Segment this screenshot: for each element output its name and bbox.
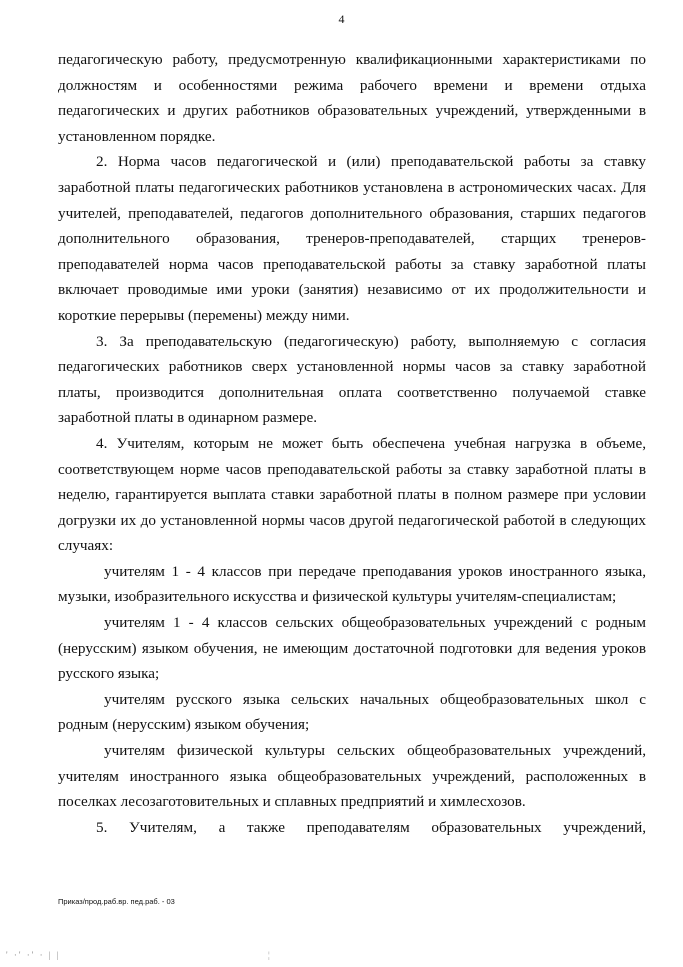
paragraph-continuation: педагогическую работу, предусмотренную квалификационными характеристиками по должностям и особенностями режима рабочего времени и времени отдыха педагогических и других работников образовательных учреждений, утвержденными в установленном порядке. <box>58 51 646 145</box>
footer-document-code: Приказ/прод.раб.вр. пед.раб. - 03 <box>58 897 175 906</box>
paragraph-item-4: 4. Учителям, которым не может быть обеспечена учебная нагрузка в объеме, соответствующем норме часов преподавательской работы за ставку заработной платы в неделю, гарантируется выплата ставки заработной платы в полном размере при условии догрузки их до установленной нормы часов другой педагогической работой в следующих случаях: <box>58 434 646 555</box>
list-item-russian-language: учителям русского языка сельских начальных общеобразовательных школ с родным (нерусским) языком обучения; <box>58 690 646 734</box>
paragraph-item-3: 3. За преподавательскую (педагогическую) работу, выполняемую с согласия педагогических работников сверх установленной нормы часов за ставку заработной платы, производится дополнительная оплата соответственно получаемой ставке заработной платы в одинарном размере. <box>58 332 646 427</box>
list-item-grades-1-4-specialists: учителям 1 - 4 классов при передаче преподавания уроков иностранного языка, музыки, изобразительного искусства и физической культуры учителям-специалистам; <box>58 562 646 606</box>
list-item-grades-1-4-rural: учителям 1 - 4 классов сельских общеобразовательных учреждений с родным (нерусским) языком обучения, не имеющим достаточной подготовки для ведения уроков русского языка; <box>58 614 646 683</box>
page-number: 4 <box>338 12 345 26</box>
scan-artifacts-left: ' ·' ·' · | | <box>6 950 61 960</box>
paragraph-item-5: 5. Учителям, а также преподавателям образовательных учреждений, <box>96 818 646 836</box>
document-body <box>58 47 646 840</box>
scan-artifact-center: ¦ <box>268 950 270 960</box>
paragraph-item-2: 2. Норма часов педагогической и (или) преподавательской работы за ставку заработной платы педагогических работников установлена в астрономических часах. Для учителей, преподавателей, педагогов дополнительного образования, старших педагогов дополнительного образования, тренеров-преподавателей, старщих тренеров-преподавателей норма часов преподавательской работы за ставку заработной платы включает проводимые ими уроки (занятия) независимо от их продолжительности и короткие перерывы (перемены) между ними. <box>58 153 646 324</box>
list-item-physical-culture: учителям физической культуры сельских общеобразовательных учреждений, учителям иностранного языка общеобразовательных учреждений, расположенных в поселках лесозаготовительных и сплавных предприятий и химлесхозов. <box>58 742 646 811</box>
